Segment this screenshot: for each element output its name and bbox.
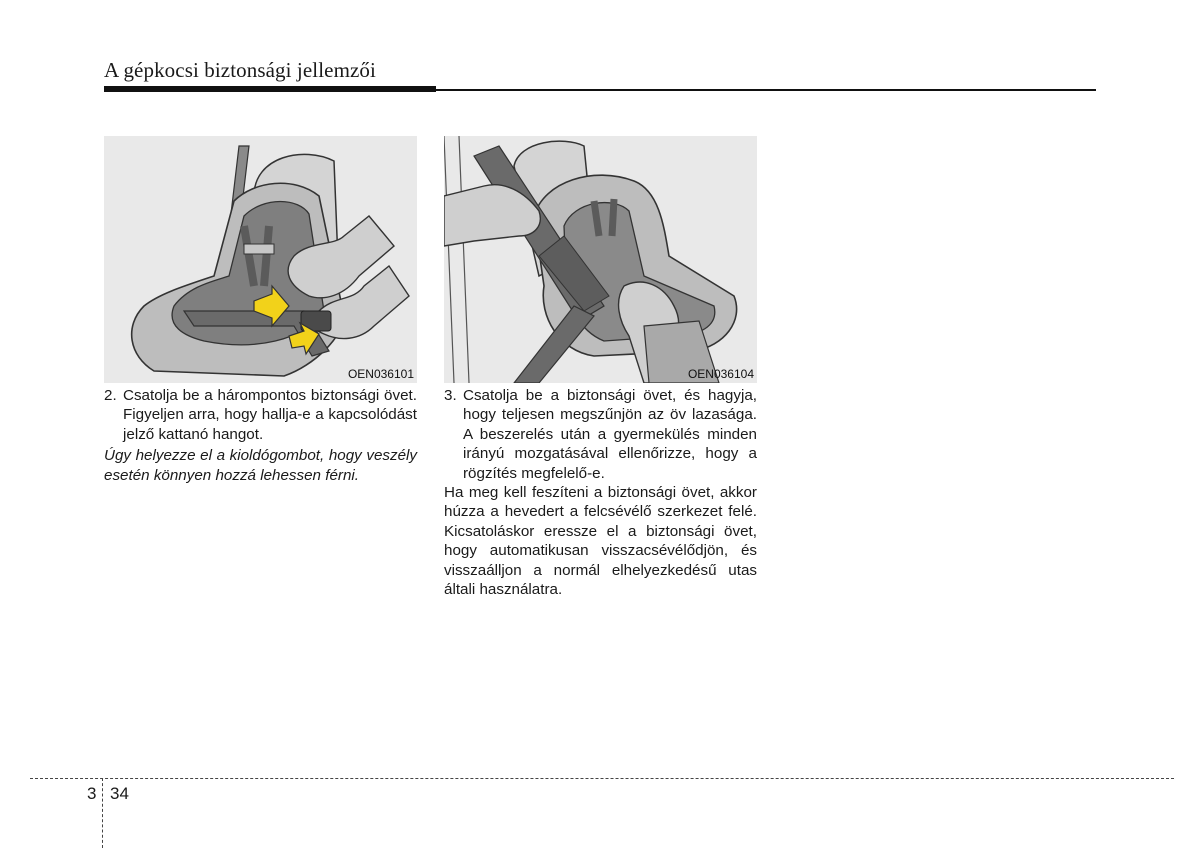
- text-column-right: [444, 386, 757, 599]
- chapter-number: 3: [87, 784, 97, 803]
- child-seat-buckle-illustration: [104, 136, 417, 383]
- header-rule-thick: [104, 86, 436, 92]
- page-header-title: A gépkocsi biztonsági jellemzői: [104, 58, 376, 82]
- step-number: 3.: [444, 387, 457, 404]
- step-number: 2.: [104, 387, 117, 404]
- figure-child-seat-belt-tighten: [444, 136, 757, 383]
- warning-note: Úgy helyezze el a kioldógombot, hogy veszély esetén könnyen hozzá lehessen férni.: [104, 447, 417, 484]
- step-item: [104, 386, 417, 444]
- body-paragraph: Ha meg kell feszíteni a biztonsági övet, akkor húzza a hevedert a felcsévélő szerkezet felé. Kicsatoláskor eressze el a biztonsági övet, hogy automatikusan visszacsévélődjön, és visszaálljon a normál elhelyezkedésű utas általi használatra.: [444, 484, 757, 599]
- text-column-left: [104, 386, 417, 485]
- step-text: Csatolja be a hárompontos biztonsági övet. Figyeljen arra, hogy hallja-e a kapcsolódást jelző kattanó hangot.: [123, 387, 417, 443]
- step-text: Csatolja be a biztonsági övet, és hagyja, hogy teljesen megszűnjön az öv lazasága. A beszerelés után a gyermekülés minden irányú mozgatásával ellenőrizze, hogy a rögzítés megfelelő-e.: [463, 387, 757, 482]
- figure-child-seat-buckle: [104, 136, 417, 383]
- figure-code: OEN036104: [687, 367, 754, 381]
- header-rule-thin: [436, 89, 1096, 91]
- footer-vertical-divider: [102, 778, 103, 848]
- step-item: [444, 386, 757, 483]
- footer-divider: [30, 778, 1174, 779]
- figure-code: OEN036101: [347, 367, 414, 381]
- page-number: 34: [110, 784, 129, 803]
- child-seat-belt-tighten-illustration: [444, 136, 757, 383]
